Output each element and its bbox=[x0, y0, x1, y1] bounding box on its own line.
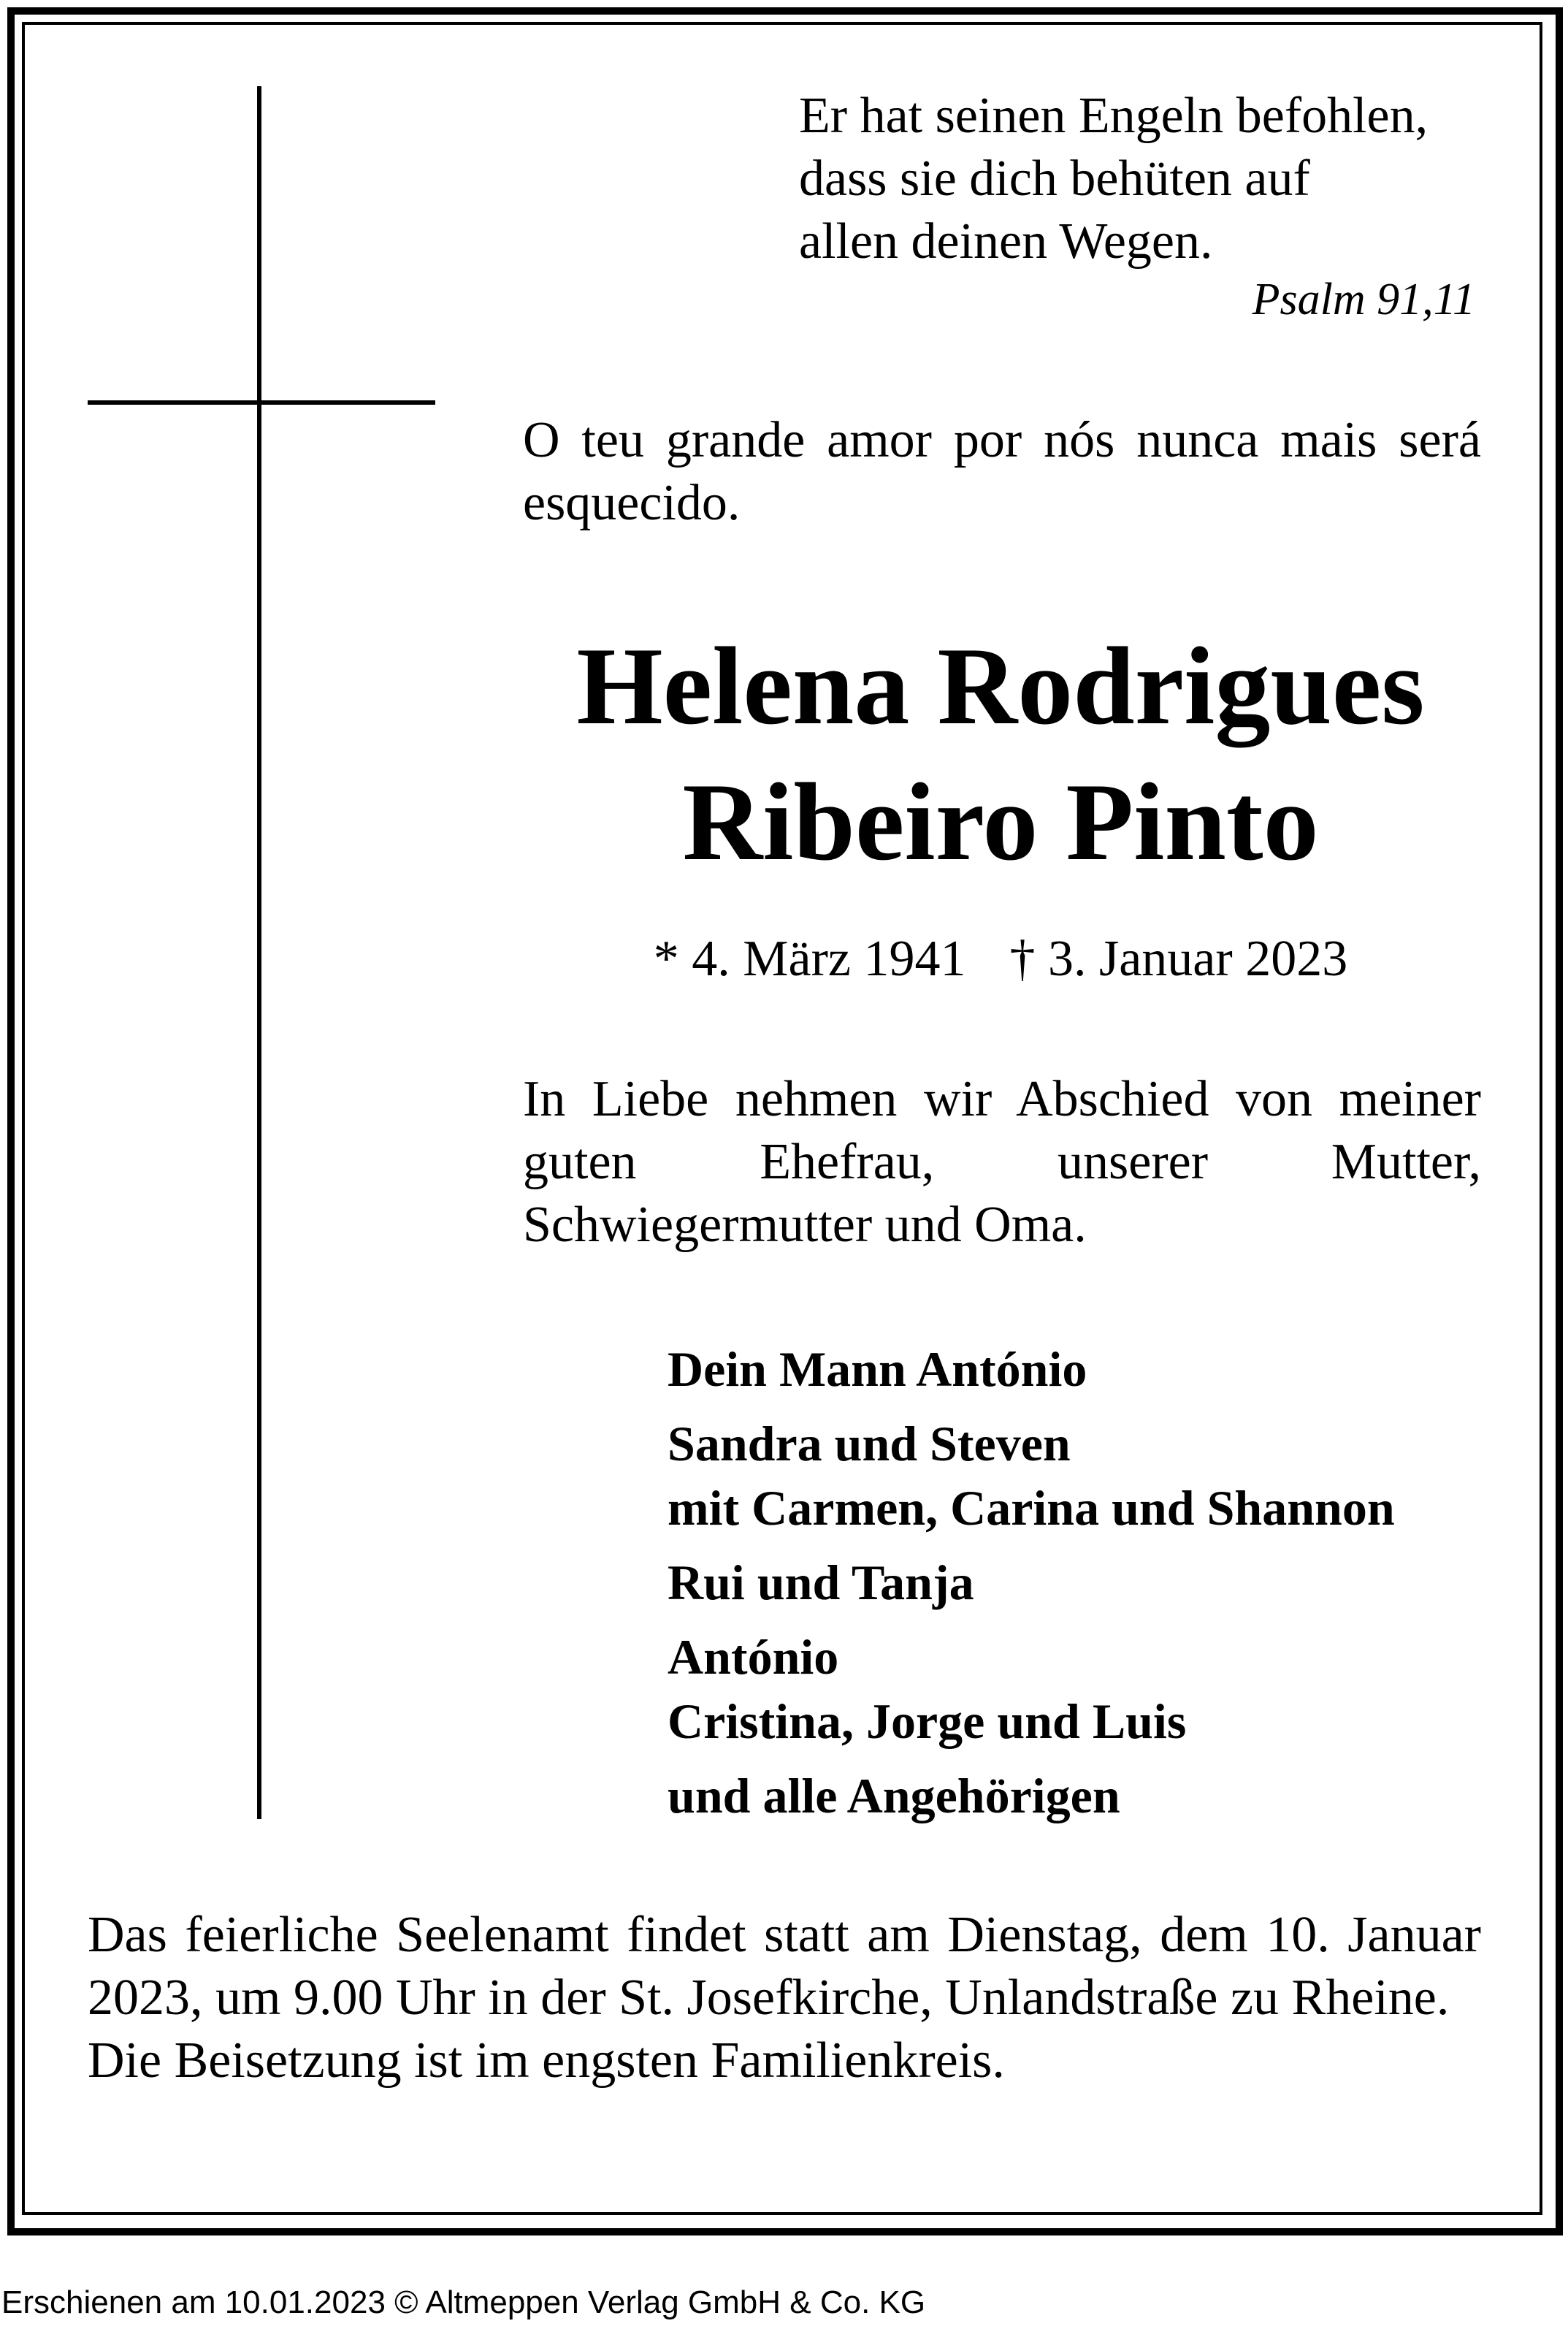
verse-line: Er hat seinen Engeln befohlen, bbox=[799, 88, 1429, 144]
verse-reference: Psalm 91,11 bbox=[1252, 275, 1475, 324]
family-member: und alle Angehörigen bbox=[668, 1768, 1120, 1823]
deceased-name-line2: Ribeiro Pinto bbox=[682, 761, 1319, 883]
family-member: Dein Mann António bbox=[668, 1341, 1087, 1397]
family-member: António bbox=[668, 1629, 839, 1685]
family-member: Rui und Tanja bbox=[668, 1555, 974, 1610]
cross-icon-vertical-bar bbox=[257, 86, 261, 1819]
family-group bbox=[668, 1625, 1529, 1753]
burial-sentence: Die Beisetzung ist im engsten Familienkreis. bbox=[88, 2032, 1005, 2089]
family-group bbox=[668, 1550, 1529, 1615]
service-sentence: Das feierliche Seelenamt findet statt am Dienstag, dem 10. Januar 2023, um 9.00 Uhr in der St. Josefkirche, Unlandstraße zu Rheine. bbox=[88, 1907, 1481, 2026]
farewell-text: In Liebe nehmen wir Abschied von meiner guten Ehefrau, unserer Mutter, Schwiegermutter und Oma. bbox=[523, 1071, 1481, 1253]
deceased-name-line1: Helena Rodrigues bbox=[576, 625, 1425, 747]
verse-line: dass sie dich behüten auf bbox=[799, 150, 1310, 207]
publication-credit: Erschienen am 10.01.2023 © Altmeppen Verlag GmbH & Co. KG bbox=[1, 2284, 926, 2320]
family-group bbox=[668, 1337, 1529, 1401]
family-group bbox=[668, 1411, 1529, 1540]
death-date: † 3. Januar 2023 bbox=[1009, 931, 1348, 987]
service-info bbox=[88, 1904, 1481, 2092]
birth-date: * 4. März 1941 bbox=[653, 931, 966, 987]
family-list bbox=[668, 1337, 1529, 1838]
family-member: Sandra und Steven bbox=[668, 1416, 1071, 1471]
life-dates bbox=[467, 926, 1534, 992]
bible-verse bbox=[799, 85, 1500, 273]
deceased-name bbox=[467, 618, 1534, 890]
family-group bbox=[668, 1764, 1529, 1828]
cross-icon-horizontal-bar bbox=[88, 400, 435, 405]
portuguese-quote: O teu grande amor por nós nunca mais será esquecido. bbox=[523, 412, 1481, 531]
family-member: mit Carmen, Carina und Shannon bbox=[668, 1480, 1395, 1536]
family-member: Cristina, Jorge und Luis bbox=[668, 1693, 1187, 1749]
verse-line: allen deinen Wegen. bbox=[799, 213, 1213, 270]
